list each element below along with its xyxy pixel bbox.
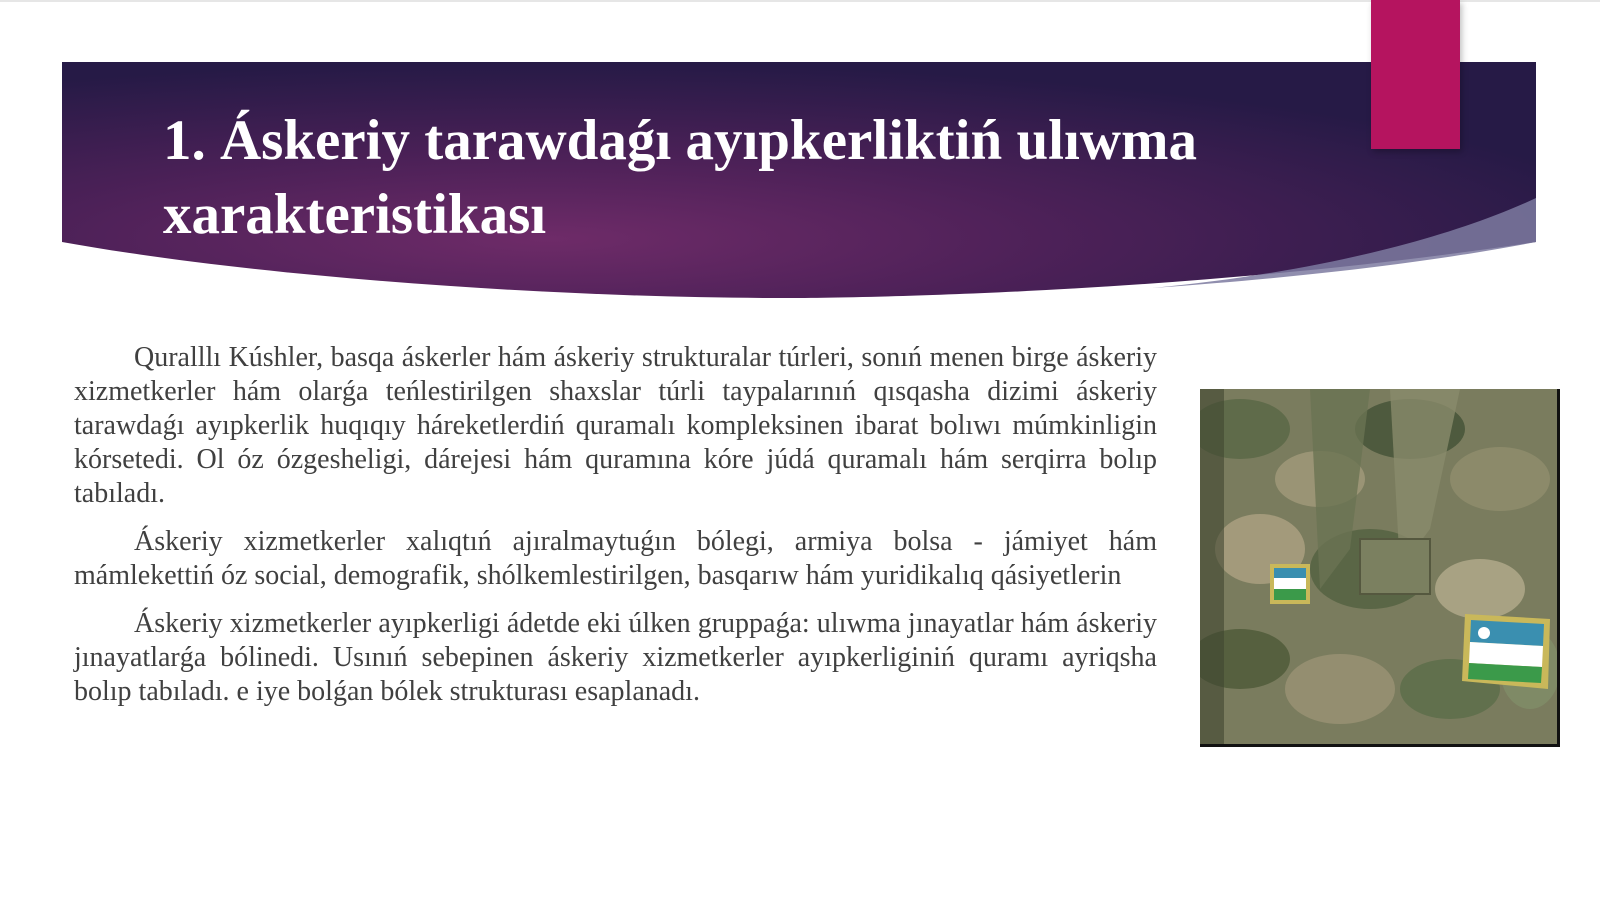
camouflage-illustration: [1200, 389, 1557, 744]
military-uniform-photo: [1200, 389, 1560, 747]
paragraph-1: Quralllı Kúshler, basqa áskerler hám áskeriy strukturalar túrleri, sonıń menen birge áskeriy xizmetkerler hám olarǵa teńlestirilgen shaxslar túrli taypalarınıń qısqasha dizimi áskeriy tarawdaǵı ayıpkerlik huqıqıy háreketlerdiń quramalı kompleksinen ibarat bolıwı múmkinligin kórsetedi. Ol óz ózgesheligi, dárejesi hám quramına kóre júdá quramalı hám serqirra bolıp tabıladı.: [74, 342, 1157, 509]
body-text: [74, 341, 1157, 723]
slide-title: 1. Áskeriy tarawdaǵı ayıpkerliktiń ulıwma xarakteristikası: [163, 109, 1197, 246]
flag-patch-left-icon: [1270, 564, 1310, 604]
flag-patch-right-icon: [1462, 614, 1550, 689]
paragraph-2: Áskeriy xizmetkerler xalıqtıń ajıralmaytuǵın bólegi, armiya bolsa - jámiyet hám mámlekettiń óz social, demografik, shólkemlestirilgen, basqarıw hám yuridikalıq qásiyetlerin: [74, 526, 1157, 591]
top-divider: [0, 0, 1600, 2]
accent-tab: [1371, 0, 1460, 149]
paragraph-3: Áskeriy xizmetkerler ayıpkerligi ádetde eki úlken gruppaǵa: ulıwma jınayatlar hám áskeriy jınayatlarǵa bólinedi. Usınıń sebepinen áskeriy xizmetkerler ayıpkerliginiń quramı ayriqsha bolıp tabıladı. e iye bolǵan bólek strukturası esaplanadı.: [74, 608, 1157, 707]
